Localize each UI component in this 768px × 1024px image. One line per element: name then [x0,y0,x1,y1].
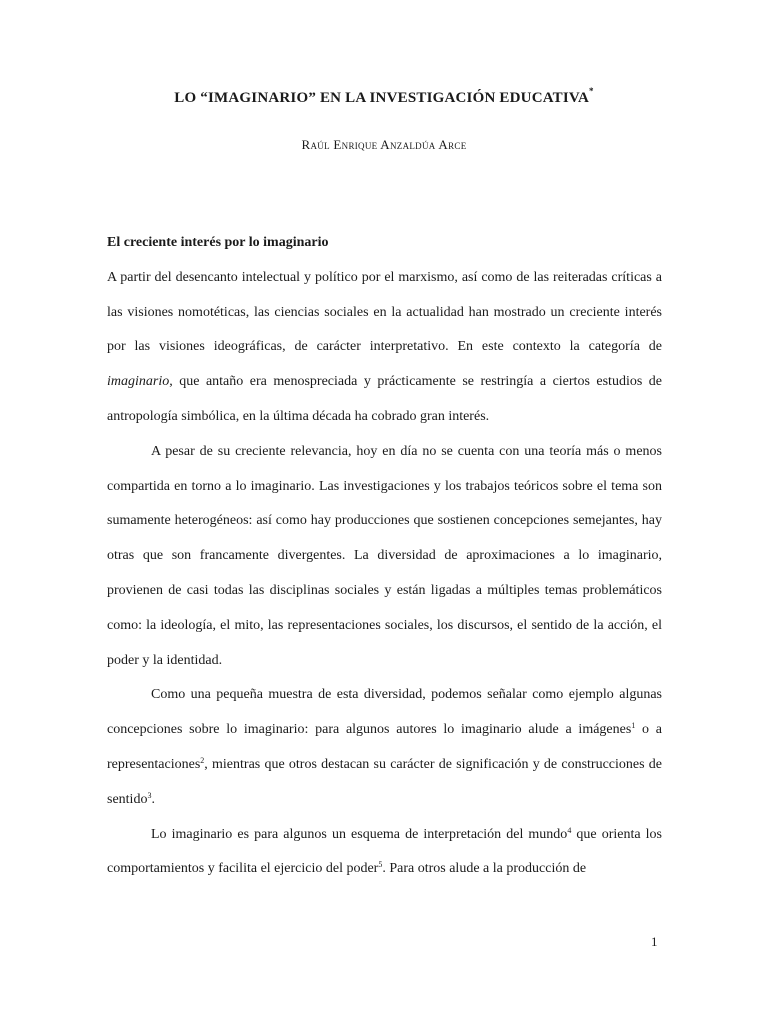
paragraph-1 [107,261,662,435]
p4-text-b: que orienta los comportamientos y facilita el ejercicio del poder [107,826,662,877]
p3-text-b: o a representaciones [107,722,663,772]
footnote-ref-2[interactable]: 2 [200,755,205,765]
paragraph-2: A pesar de su creciente relevancia, hoy en día no se cuenta con una teoría más o menos compartida en torno a lo imaginario. Las investigaciones y los trabajos teóricos sobre el tema son sumamente heterogéneos: así como hay producciones que sostienen concepciones semejantes, hay otras que son francamente divergentes. La diversidad de aproximaciones a lo imaginario, provienen de casi todas las disciplinas sociales y están ligadas a múltiples temas problemáticos como: la ideología, el mito, las representaciones sociales, los discursos, el sentido de la acción, el poder y la identidad. [107,443,662,668]
author-name: Raúl Enrique Anzaldúa Arce [301,137,467,152]
footnote-ref-1[interactable]: 1 [631,721,636,731]
p1-text-a: A partir del desencanto intelectual y político por el marxismo, así como de las reiteradas críticas a las visiones nomotéticas, las ciencias sociales en la actualidad han mostrado un creciente interés por las visiones ideográficas, de carácter interpretativo. En este contexto la categoría de [107,269,662,355]
p1-emphasis: imaginario [107,374,170,390]
title-text: LO “IMAGINARIO” EN LA INVESTIGACIÓN EDUCATIVA [174,90,590,106]
document-title [0,88,768,107]
body-text [107,226,662,887]
p1-text-b: , que antaño era menospreciada y prácticamente se restringía a ciertos estudios de antropología simbólica, en la última década ha cobrado gran interés. [107,374,662,424]
footnote-ref-4[interactable]: 4 [567,825,572,835]
p3-text-d: . [151,791,155,807]
footnote-ref-3[interactable]: 3 [147,790,152,800]
p4-text-a: Lo imaginario es para algunos un esquema de interpretación del mundo [151,826,568,842]
footnote-ref-5[interactable]: 5 [378,860,383,870]
paragraph-4 [107,818,662,888]
p3-text-a: Como una pequeña muestra de esta diversidad, podemos señalar como ejemplo algunas concepciones sobre lo imaginario: para algunos autores lo imaginario alude a imágenes [107,687,662,738]
title-footnote-marker: * [589,86,594,96]
p4-text-c: . Para otros alude a la producción de [382,861,587,877]
section-heading: El creciente interés por lo imaginario [107,235,329,250]
paragraph-3 [107,678,662,817]
p3-text-c: , mientras que otros destacan su carácter de significación y de construcciones de sentido [107,756,662,807]
page-number: 1 [651,934,658,949]
